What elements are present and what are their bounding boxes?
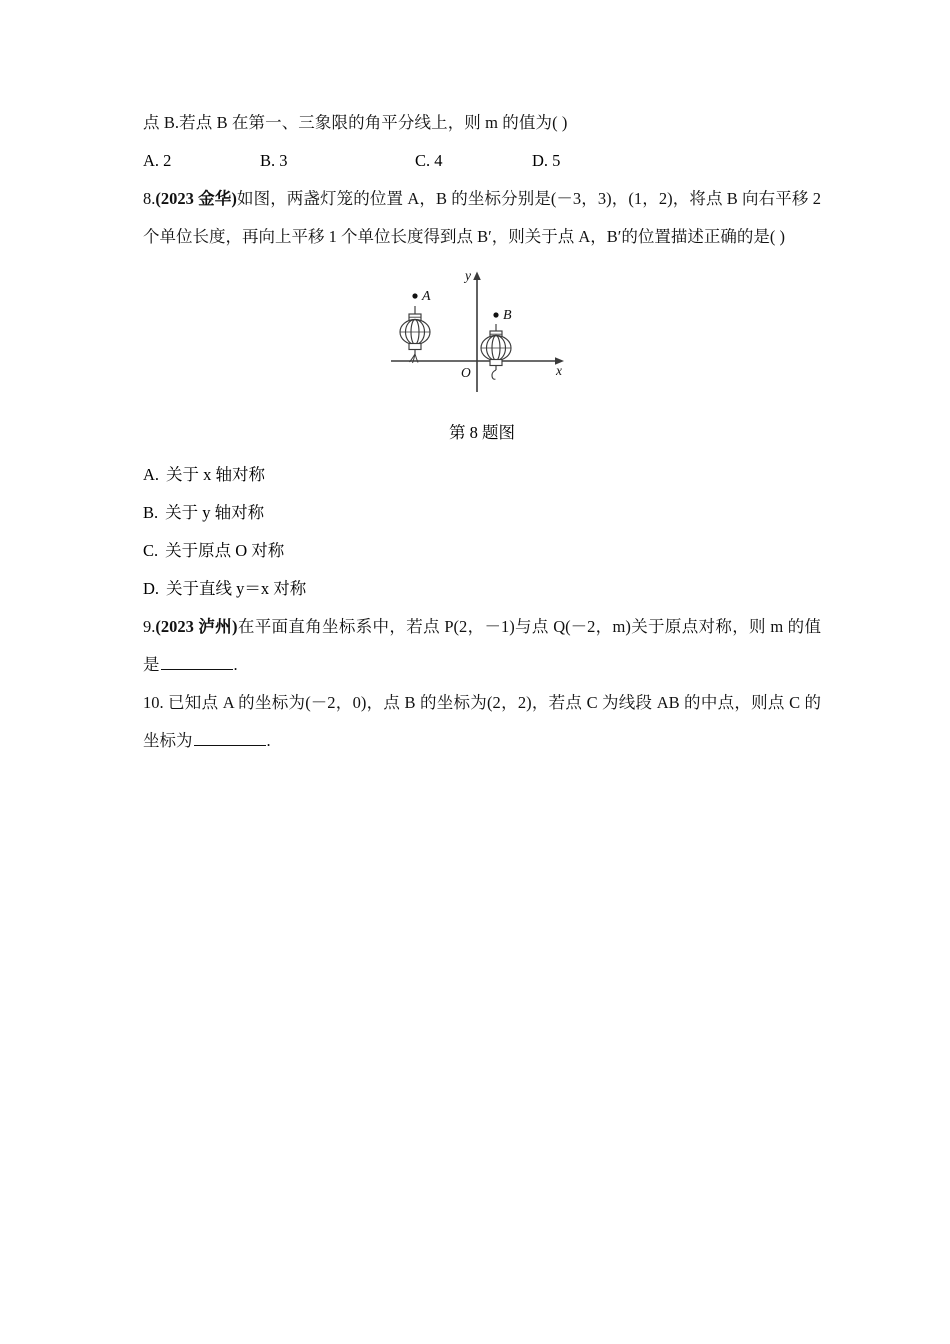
question-10-text-end: . <box>266 731 271 750</box>
question-9-text: 在平面直角坐标系中，若点 P(2，－1)与点 Q(－2，m)关于原点对称，则 m 的值是 <box>143 617 821 674</box>
question-10-text: 已知点 A 的坐标为(－2，0)，点 B 的坐标为(2，2)，若点 C 为线段 AB 的中点，则点 C 的坐标为 <box>143 693 822 750</box>
question-9-number: 9. <box>143 617 156 636</box>
question-7-choices <box>143 142 821 180</box>
page-content <box>143 104 821 760</box>
point-b-label: B <box>503 308 512 323</box>
x-axis-label: x <box>556 363 562 378</box>
origin-label: O <box>461 365 471 380</box>
option-b-text: 关于 y 轴对称 <box>165 503 265 522</box>
question-8-stem-text: 如图，两盏灯笼的位置 A，B 的坐标分别是(－3，3)，(1，2)，将点 B 向右平移 2 个单位长度，再向上平移 1 个单位长度得到点 B′，则关于点 A，B′的位置描述正确的是( ) <box>143 189 821 246</box>
y-axis <box>473 272 481 393</box>
option-a-label: A. <box>143 465 160 484</box>
option-c-text: 关于原点 O 对称 <box>165 541 285 560</box>
question-8-option-c[interactable] <box>143 532 821 570</box>
question-8-stem <box>143 180 821 256</box>
lantern-a-icon <box>400 306 430 363</box>
question-10 <box>143 684 821 760</box>
coordinate-figure-svg <box>143 262 821 412</box>
question-10-number: 10. <box>143 693 164 712</box>
question-8-option-d[interactable] <box>143 570 821 608</box>
question-8-number: 8. <box>143 189 156 208</box>
question-8-figure <box>143 262 821 412</box>
option-b-label: B. <box>143 503 159 522</box>
question-9 <box>143 608 821 684</box>
question-8-figure-caption: 第 8 题图 <box>449 423 515 442</box>
point-b <box>493 308 512 323</box>
question-10-answer-blank[interactable] <box>194 731 266 746</box>
option-d-text: 关于直线 y＝x 对称 <box>166 579 307 598</box>
point-a-label: A <box>422 289 431 304</box>
option-d-label: D. <box>143 579 160 598</box>
question-8-option-b[interactable] <box>143 494 821 532</box>
question-9-text-end: . <box>233 655 238 674</box>
choice-b[interactable]: B. 3 <box>260 151 288 170</box>
question-9-answer-blank[interactable] <box>161 655 233 670</box>
choice-c[interactable]: C. 4 <box>415 151 443 170</box>
point-a <box>412 289 431 304</box>
option-c-label: C. <box>143 541 159 560</box>
question-8-option-a[interactable] <box>143 456 821 494</box>
lantern-b-icon <box>481 324 511 379</box>
option-a-text: 关于 x 轴对称 <box>166 465 266 484</box>
question-8-source: (2023 金华) <box>155 189 237 208</box>
choice-a[interactable]: A. 2 <box>143 151 172 170</box>
y-axis-label: y <box>465 268 471 283</box>
question-9-source: (2023 泸州) <box>155 617 238 636</box>
choice-d[interactable]: D. 5 <box>532 151 561 170</box>
question-7-tail-line: 点 B.若点 B 在第一、三象限的角平分线上，则 m 的值为( ) <box>143 113 568 132</box>
